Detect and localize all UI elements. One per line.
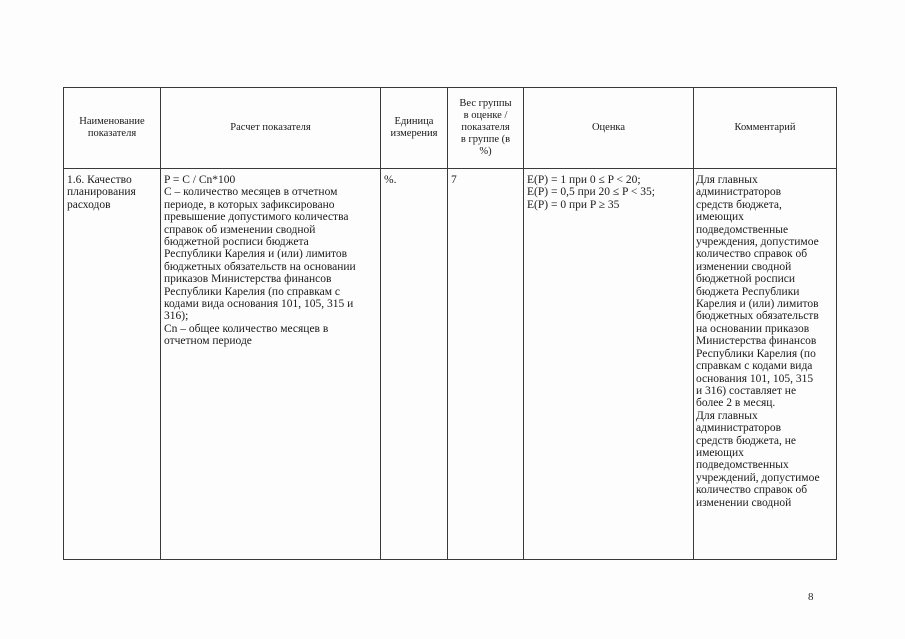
cell-indicator-name — [64, 169, 161, 560]
header-comment-text: Комментарий — [734, 122, 796, 133]
indicator-name-text: 1.6. Качество планирования расходов — [67, 174, 136, 211]
header-unit — [381, 88, 448, 169]
assessment-text: E(P) = 1 при 0 ≤ P < 20; E(P) = 0,5 при 20 ≤ P < 35; E(P) = 0 при P ≥ 35 — [527, 174, 655, 211]
header-unit-text: Единица измерения — [390, 116, 438, 139]
header-indicator-name — [64, 88, 161, 169]
indicator-table — [63, 87, 837, 560]
page-number: 8 — [808, 591, 814, 603]
calculation-text: P = C / Cn*100 C – количество месяцев в отчетном периоде, в которых зафиксировано превышение допустимого количества справок об изменении сводной бюджетной росписи бюджета Республики Карелия и (или) лимитов бюджетных обязательств на основании приказов Министерства финансов Республики Карелия (по справкам с кодами вида основания 101, 105, 315 и 316); Cn – общее количество месяцев в отчетном периоде — [164, 174, 356, 348]
comment-text: Для главных администраторов средств бюджета, имеющих подведомственные учреждения, допустимое количество справок об изменении сводной бюджетной росписи бюджета Республики Карелия и (или) лимитов бюджетных обязательств на основании приказов Министерства финансов Республики Карелия (по справкам с кодами вида основания 101, 105, 315 и 316) составляет не более 2 в месяц. Для главных администраторов средств бюджета, не имеющих подведомственных учреждений, допустимое количество справок об изменении сводной — [696, 174, 820, 509]
header-comment — [694, 88, 837, 169]
cell-unit — [381, 169, 448, 560]
header-indicator-name-text: Наименование показателя — [79, 116, 145, 139]
header-calculation-text: Расчет показателя — [230, 122, 311, 133]
header-weight — [448, 88, 524, 169]
cell-calculation — [161, 169, 381, 560]
weight-text: 7 — [451, 174, 457, 186]
unit-text: %. — [384, 174, 397, 186]
table-header-row — [64, 88, 837, 169]
header-weight-text: Вес группы в оценке / показателя в группе (в %) — [459, 98, 512, 157]
table-row — [64, 169, 837, 560]
cell-comment — [694, 169, 837, 560]
cell-assessment — [524, 169, 694, 560]
cell-weight — [448, 169, 524, 560]
header-assessment-text: Оценка — [591, 122, 626, 133]
header-calculation — [161, 88, 381, 169]
header-assessment — [524, 88, 694, 169]
